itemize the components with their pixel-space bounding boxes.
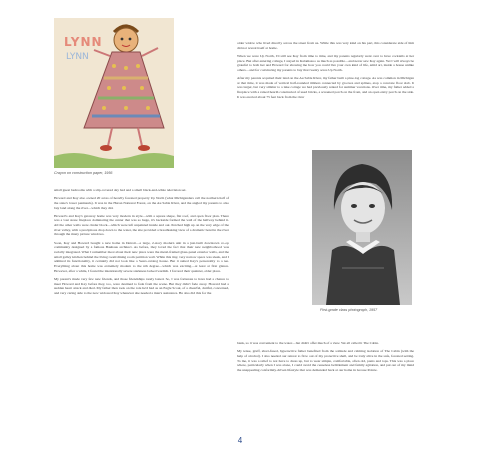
right-paragraph: bank, so it was convenient to the water—but didn't offer much of a view. We all called it The Cabin. [237,341,379,345]
right-paragraph: After my parents acquired their land on the Au Sable River, my father built a pine-log cottage. As was common in Michigan at that time, it was made of vertical half-rounded timbers connected by grooves and splines, atop a concrete floor slab. It was larger, but very similar to a lake cottage we had previously rented for summer vacations. Over time, my father added a fireplace with a raised hearth constructed of used bricks, a screened porch on the front, and an open entry porch on the side. It was erected about 75 feet back from the river [237,76,414,99]
class-photograph [312,150,412,305]
right-bottom-column [237,341,414,376]
right-paragraph: When we were Up North, I'd still see Kay from time to time, and my parents regularly went over to have cocktails at her place. But after entering college, I stayed in Kalamazoo as much as possible—and never saw Kay again. Yet I will always be grateful to both her and Howard for showing me how you could live your own kind of life, amid art, inside a house unlike others—and for convincing my parents to buy that twenty acres Up North. [237,53,414,72]
signature-lynn-2: LYNN [66,52,89,62]
signature-lynn: LYNN [64,35,103,49]
left-paragraph: Howard and Kay also owned 20 acres of heavily forested property Up North (what Michiganders call the northern half of the state's lower peninsula). It was in the Huron National Forest, on the Au Sable River, and the angled my parents to also buy land along the river—which they did. [54,196,229,210]
right-top-column [237,41,414,103]
right-paragraph: My tense, gruff, short-fused, hyperactive father benefited from the solitude and calming isolation of The Cabin (with the help of alcohol). I also needed our retreat to flow out of my protective shell, and be truly alive in the safe, forested setting. To me, it was a relief to not have to dress up, but to wear simple, comfortable, often old, pants and tops. This was a place where, particularly when I was alone, I could avoid the ceaseless belittlement and family agitation, and put out of my mind the unappealing conformity-driven lifestyle that was demanded back at our home in Grosse Pointe. [237,349,414,372]
left-column [54,188,229,299]
left-paragraph: My parent's made very few new friends, and those friendships rarely lasted. So, I was fortunate to have had a chance to meet Howard and Kay before they, too, were destined to fade from the scene. But they didn't fade away. Howard had a sudden heart attack and died. My father then took on the role he'd had as an Eagle Scout, of a cheerful, dutiful, concerned, and very caring aide to the now widowed Kay whenever she needed a man's assistance. He also did this for the [54,276,229,295]
crayon-drawing [54,18,174,168]
photo-caption: First-grade class photograph, 1957 [320,308,378,312]
left-paragraph: Howard's and Kay's getaway home was very modern in style—with a square shape, flat roof, and open floor plan. There was a vast stone fireplace dominating the center that was so huge, it's backside formed the wall of the hallway behind it. All the other walls were cinder block—which were left unpainted inside and out. Perched high up on the very edge of the river valley, with a precipitous drop down to the water, the site provided a breathtaking view of a dramatic bend in the river through the many picture windows. [54,213,229,237]
left-paragraph: Soon, Kay and Howard bought a new home in Detroit—a large, 2-story modern unit in a just-built downtown co-op community designed by a famous Bauhaus architect. As before, they loved the fact that their new neighborhood was racially integrated. What I remember most about their new place were the metal-framed glass-panel exterior walls, and the small galley kitchen behind the living room/dining room partition wall. While this tiny, very narrow space was sleek, and I admired its functionality, it certainly did not look like a Sears-catalog house. But it suited Kay's personality to a tee. Everything about this home was extremely modern to the nth degree—which was exciting—at least at first glance. However, after a while, I found the intentionally severe starkness lacked warmth. I favored their quainter, older place. [54,240,229,273]
drawing-caption: Crayon on construction paper, 1956 [54,171,113,175]
right-paragraph: older widow who lived directly across the street from us. While this was very kind on his part, this considerate side of him did not reveal itself at home. [237,41,414,50]
left-paragraph: small guest bedrooms with a slip-covered day bed and a small black-and-white television set. [54,188,187,192]
page-number: 4 [237,436,243,445]
